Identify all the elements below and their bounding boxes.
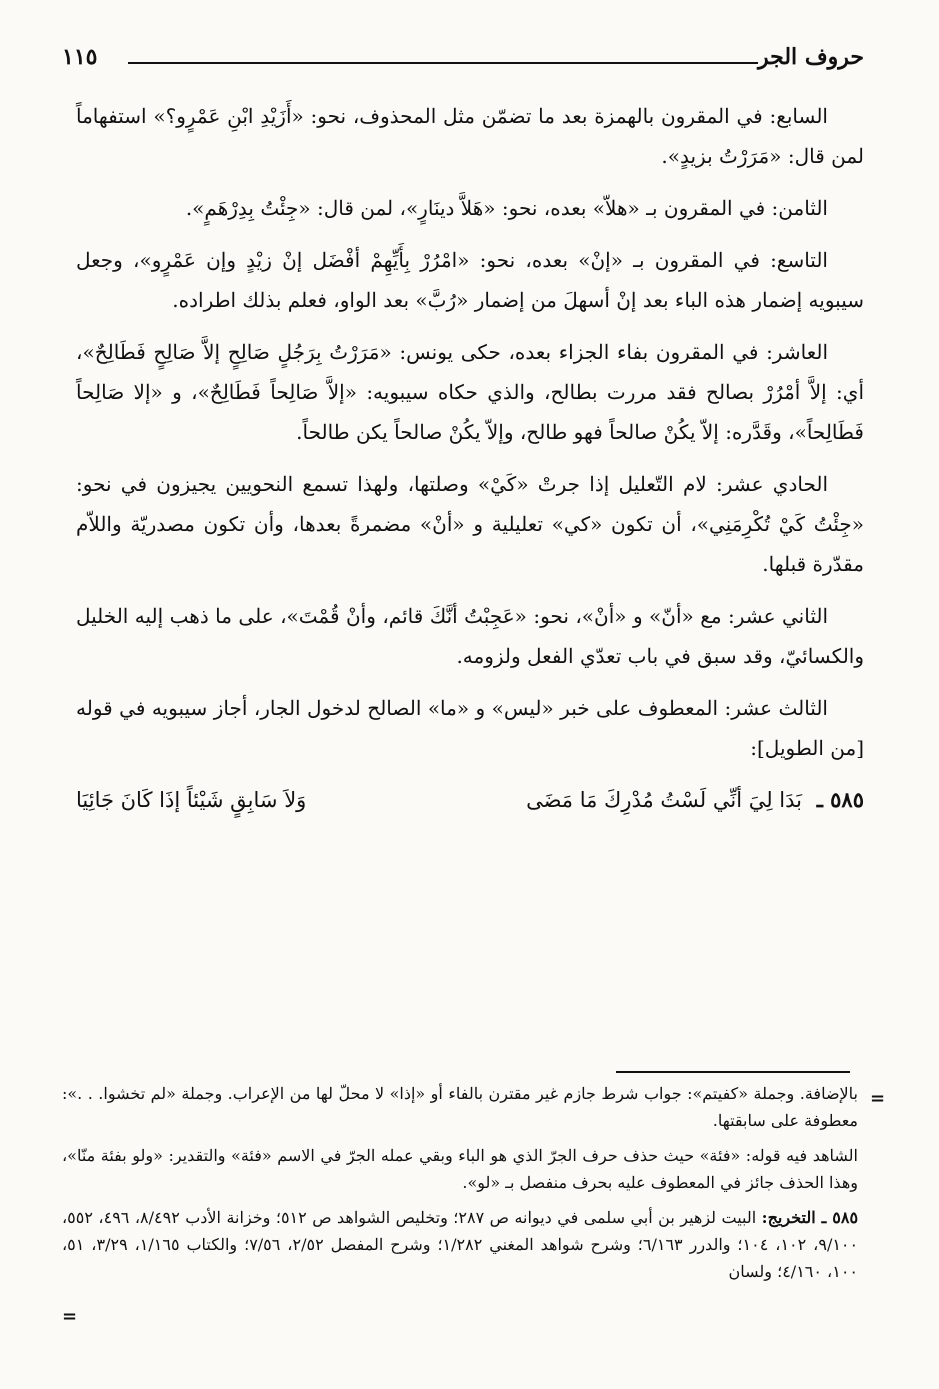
continuation-mark-end: =	[62, 1306, 78, 1327]
footnote-evidence: الشاهد فيه قوله: «فئة» حيث حذف حرف الجرّ الذي هو الباء وبقي عمله الجرّ في الاسم «فئة» والتقدير: «ولو بفئة منّا»، وهذا الحذف جائز في المعطوف عليه بحرف منفصل بـ «لو».	[62, 1146, 859, 1192]
running-title: حروف الجر	[758, 44, 864, 70]
main-text	[76, 96, 864, 820]
takhrij-label: ٥٨٥ ـ التخريج:	[761, 1208, 859, 1227]
paragraph-eighth: الثامن: في المقرون بـ «هلاّ» بعده، نحو: «هَلاَّ دينَارٍ»، لمن قال: «جِئْتُ بِدِرْهَمٍ».	[185, 196, 828, 220]
footnote-takhrij	[62, 1204, 858, 1285]
footnote-rule	[616, 1071, 850, 1073]
hemistich-two: وَلاَ سَابِقٍ شَيْئاً إذَا كَانَ جَائِيَا	[76, 788, 307, 812]
paragraph-seventh: السابع: في المقرون بالهمزة بعد ما تضمّن مثل المحذوف، نحو: «أَزَيْدِ ابْنِ عَمْرٍو؟» استفهاماً لمن قال: «مَرَرْتُ بزيدٍ».	[76, 104, 864, 168]
page-header	[62, 40, 864, 80]
header-rule	[128, 62, 758, 64]
paragraph-thirteenth: الثالث عشر: المعطوف على خبر «ليس» و «ما» الصالح لدخول الجار، أجاز سيبويه في قوله [من الطويل]:	[76, 696, 864, 760]
hemistich-one: بَدَا لِيَ أنِّي لَسْتُ مُدْرِكَ مَا مَضَى	[526, 788, 802, 812]
paragraph-eleventh: الحادي عشر: لام التّعليل إذا جرتْ «كَيْ» وصلتها، ولهذا تسمع النحويين يجيزون في نحو: «جِئْتُ كَيْ تُكْرِمَنِي»، أن تكون «كي» تعليلية و «أنْ» مضمرةً بعدها، وأن تكون مصدريّة واللاّم مقدّرة قبلها.	[76, 472, 864, 576]
paragraph-tenth: العاشر: في المقرون بفاء الجزاء بعده، حكى يونس: «مَرَرْتُ بِرَجُلٍ صَالِحٍ إلاَّ صَالِحٍ فَطَالِحٌ»، أي: إلاَّ أمْرُرْ بصالح فقد مررت بطالح، والذي حكاه سيبويه: «إلاَّ صَالِحاً فَطَالِحٌ»، و «إلا صَالِحاً فَطَالِحاً»، وقَدَّره: إلاّ يكُنْ صالحاً فهو طالح، وإلاّ يكُنْ صالحاً يكن طالحاً.	[76, 340, 864, 444]
poetry-verse	[76, 780, 864, 820]
paragraph-ninth: التاسع: في المقرون بـ «إنْ» بعده، نحو: «امْرُرْ بِأَيِّهِمْ أفْضَل إنْ زيْدٍ وإن عَمْرٍو»، وجعل سيبويه إضمار هذه الباء بعد إنْ أسهلَ من إضمار «رُبَّ» بعد الواو، فعلم بذلك اطراده.	[76, 248, 864, 312]
footnotes	[62, 1080, 858, 1293]
verse-first-half	[526, 780, 864, 820]
paragraph-twelfth: الثاني عشر: مع «أنّ» و «أنْ»، نحو: «عَجِبْتُ أنَّكَ قائم، وأنْ قُمْتَ»، على ما ذهب إليه الخليل والكسائيّ، وقد سبق في باب تعدّي الفعل ولزومه.	[76, 604, 864, 668]
takhrij-text: البيت لزهير بن أبي سلمى في ديوانه ص ٢٨٧؛ وتخليص الشواهد ص ٥١٢؛ وخزانة الأدب ٨/٤٩٢، ٤٩٦، ٥٥٢، ٩/١٠٠، ١٠٢، ١٠٤؛ والدرر ٦/١٦٣؛ وشرح شواهد المغني ١/٢٨٢؛ وشرح المفصل ٢/٥٢، ٧/٥٦؛ والكتاب ١/١٦٥، ٣/٢٩، ٥١، ١٠٠، ٤/١٦٠؛ ولسان	[62, 1208, 859, 1281]
footnote-continued: بالإضافة. وجملة «كفيتم»: جواب شرط جازم غير مقترن بالفاء أو «إذا» لا محلّ لها من الإعراب. وجملة «لم تخشوا. . .»: معطوفة على سابقتها.	[62, 1084, 858, 1130]
verse-number: ٥٨٥ ـ	[816, 787, 864, 812]
page-number: ١١٥	[62, 44, 98, 70]
continuation-mark-start: =	[870, 1088, 886, 1109]
